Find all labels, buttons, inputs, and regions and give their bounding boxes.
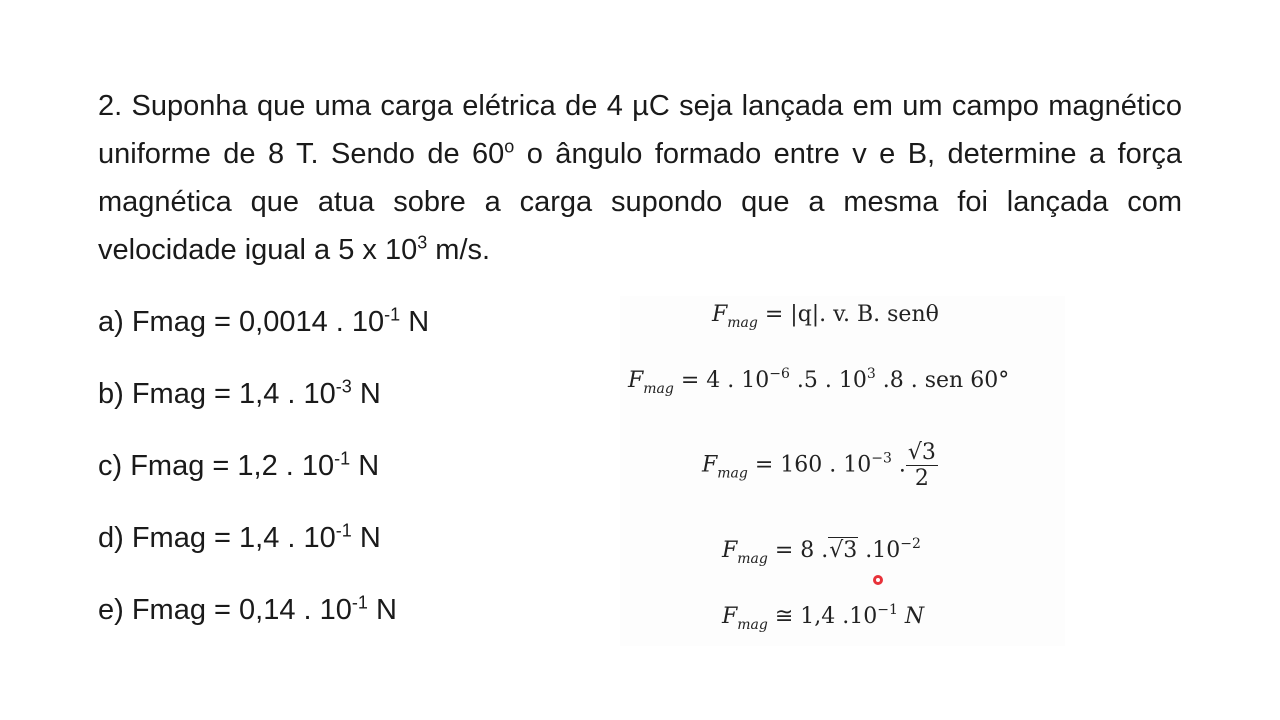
solution-image <box>620 296 1065 646</box>
option-c: c) Fmag = 1,2 . $10^{-1}$ N <box>98 448 380 482</box>
option-a: a) Fmag = 0,0014 . $10^{-1}$ N <box>98 304 430 338</box>
equation-5: $F_{mag}$ ≅ 1,4 $.10^{-1}$ N <box>722 602 925 633</box>
question-text: 2. Suponha que uma carga elétrica de 4 µC seja lançada em um campo magnético uniforme de 8 T. Sendo de 60$^o$ o ângulo formado entre v e B, determine a força magnética que atua sobre a carga supondo que a mesma foi lançada com velocidade igual a 5 x $10^3$ m/s. <box>98 90 1182 266</box>
equation-4: $F_{mag} = 8$ .√3 $.10^{-2}$ <box>722 536 921 567</box>
fraction: $\frac{√3}{2}$ <box>907 440 936 491</box>
equation-3: $F_{mag} = 160$ . $10^{-3}$ . $\frac{√3}{2}$ <box>702 440 936 491</box>
option-b: b) Fmag = 1,4 . $10^{-3}$ N <box>98 376 381 410</box>
equation-2: $F_{mag} = 4$ . $10^{-6}$ .5 . $10^3$ .8 . sen 60° <box>628 366 1010 397</box>
pointer-cursor-icon <box>873 575 883 585</box>
option-e: e) Fmag = 0,14 . $10^{-1}$ N <box>98 592 397 626</box>
option-d: d) Fmag = 1,4 . $10^{-1}$ N <box>98 520 381 554</box>
answer-options <box>98 300 429 660</box>
equation-1: $F_{mag} = |q|$. v. B. senθ <box>712 302 939 331</box>
